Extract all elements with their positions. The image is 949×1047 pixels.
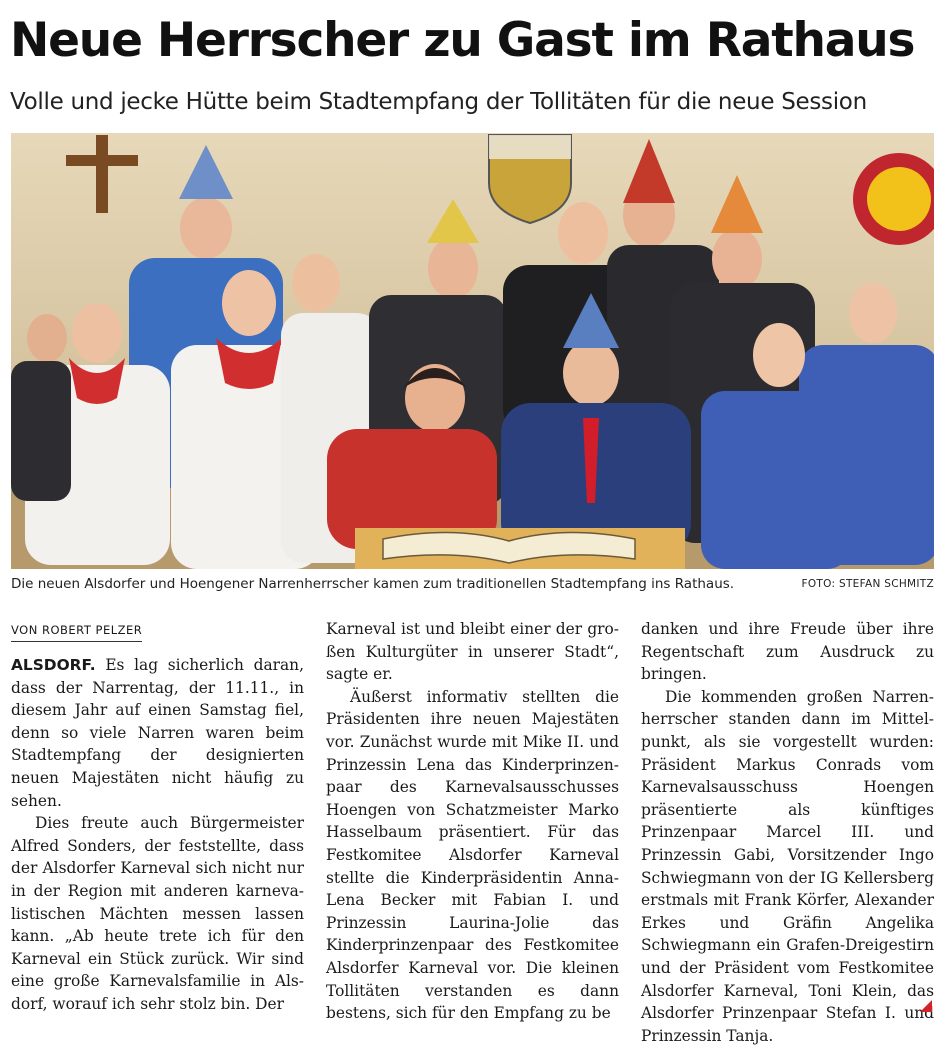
- column-1: [11, 618, 304, 1016]
- column-2: [326, 618, 619, 1025]
- paragraph: danken und ihre Freude über ihre Regentschaft zum Ausdruck zu bringen.: [641, 620, 934, 684]
- photo-credit: FOTO: STEFAN SCHMITZ: [801, 578, 934, 590]
- column-3: [641, 618, 934, 1047]
- headline: Neue Herrscher zu Gast im Rathaus: [10, 13, 915, 68]
- article-body: [11, 618, 934, 1045]
- article-photo: [11, 133, 934, 569]
- paragraph: Karneval ist und bleibt einer der großen Kulturgüter in unserer Stadt“, sagte er.: [326, 620, 619, 684]
- paragraph-text: Es lag sicherlich daran, dass der Narrentag, der 11.11., in diesem Jahr auf einen Samstag fiel, denn so viele Narren waren beim Stadtempfang der designierten neuen Majestäten nicht häufig zu sehen.: [11, 656, 304, 810]
- subheadline: Volle und jecke Hütte beim Stadtempfang der Tollitäten für die neue Session: [10, 89, 867, 115]
- paragraph: Äußerst informativ stellten die Präsidenten ihre neuen Majestäten vor. Zunächst wurde mit Mike II. und Prinzessin Lena das Kinderprinzenpaar des Karnevalsausschusses Hoengen von Schatzmeister Marko Hasselbaum präsentiert. Für das Festkomitee Alsdorfer Karneval stellte die Kinderpräsidentin Anna-Lena Becker mit Fabian I. und Prinzessin Laurina-Jolie das Kinderprinzenpaar des Festkomitee Alsdorfer Karneval vor. Die kleinen Tollitäten verstanden es dann bestens, sich für den Empfang zu be: [326, 687, 619, 1023]
- photo-caption-bar: [11, 576, 934, 596]
- end-mark-icon: [920, 1000, 932, 1012]
- paragraph: Die kommenden großen Narrenherrscher standen dann im Mittelpunkt, als sie vorgestellt wurden: Präsident Markus Conrads vom Karnevalsausschuss Hoengen präsentierte als künftiges Prinzenpaar Marcel III. und Prinzessin Gabi, Vorsitzender Ingo Schwiegmann von der IG Kellersberg erstmals mit Frank Körfer, Alexander Erkes und Gräfin Angelika Schwiegmann ein Grafen-Dreigestirn und der Präsident vom Festkomitee Alsdorfer Karneval, Toni Klein, das Alsdorfer Prinzenpaar Stefan I. und Prinzessin Tanja.: [641, 687, 934, 1045]
- paragraph: Dies freute auch Bürgermeister Alfred Sonders, der feststellte, dass der Alsdorfer Karneval sich nicht nur in der Region mit anderen karnevalistischen Mächten messen lassen kann. „Ab heute trete ich für den Karneval ein Stück zurück. Wir sind eine große Karnevalsfamilie in Alsdorf, worauf ich sehr stolz bin. Der: [11, 814, 304, 1013]
- byline: VON ROBERT PELZER: [11, 622, 142, 642]
- photo-caption: Die neuen Alsdorfer und Hoengener Narrenherrscher kamen zum traditionellen Stadtempfang ins Rathaus.: [11, 576, 735, 592]
- dateline: ALSDORF.: [11, 656, 96, 674]
- photo-illustration: [11, 133, 934, 569]
- paragraph: [11, 654, 304, 812]
